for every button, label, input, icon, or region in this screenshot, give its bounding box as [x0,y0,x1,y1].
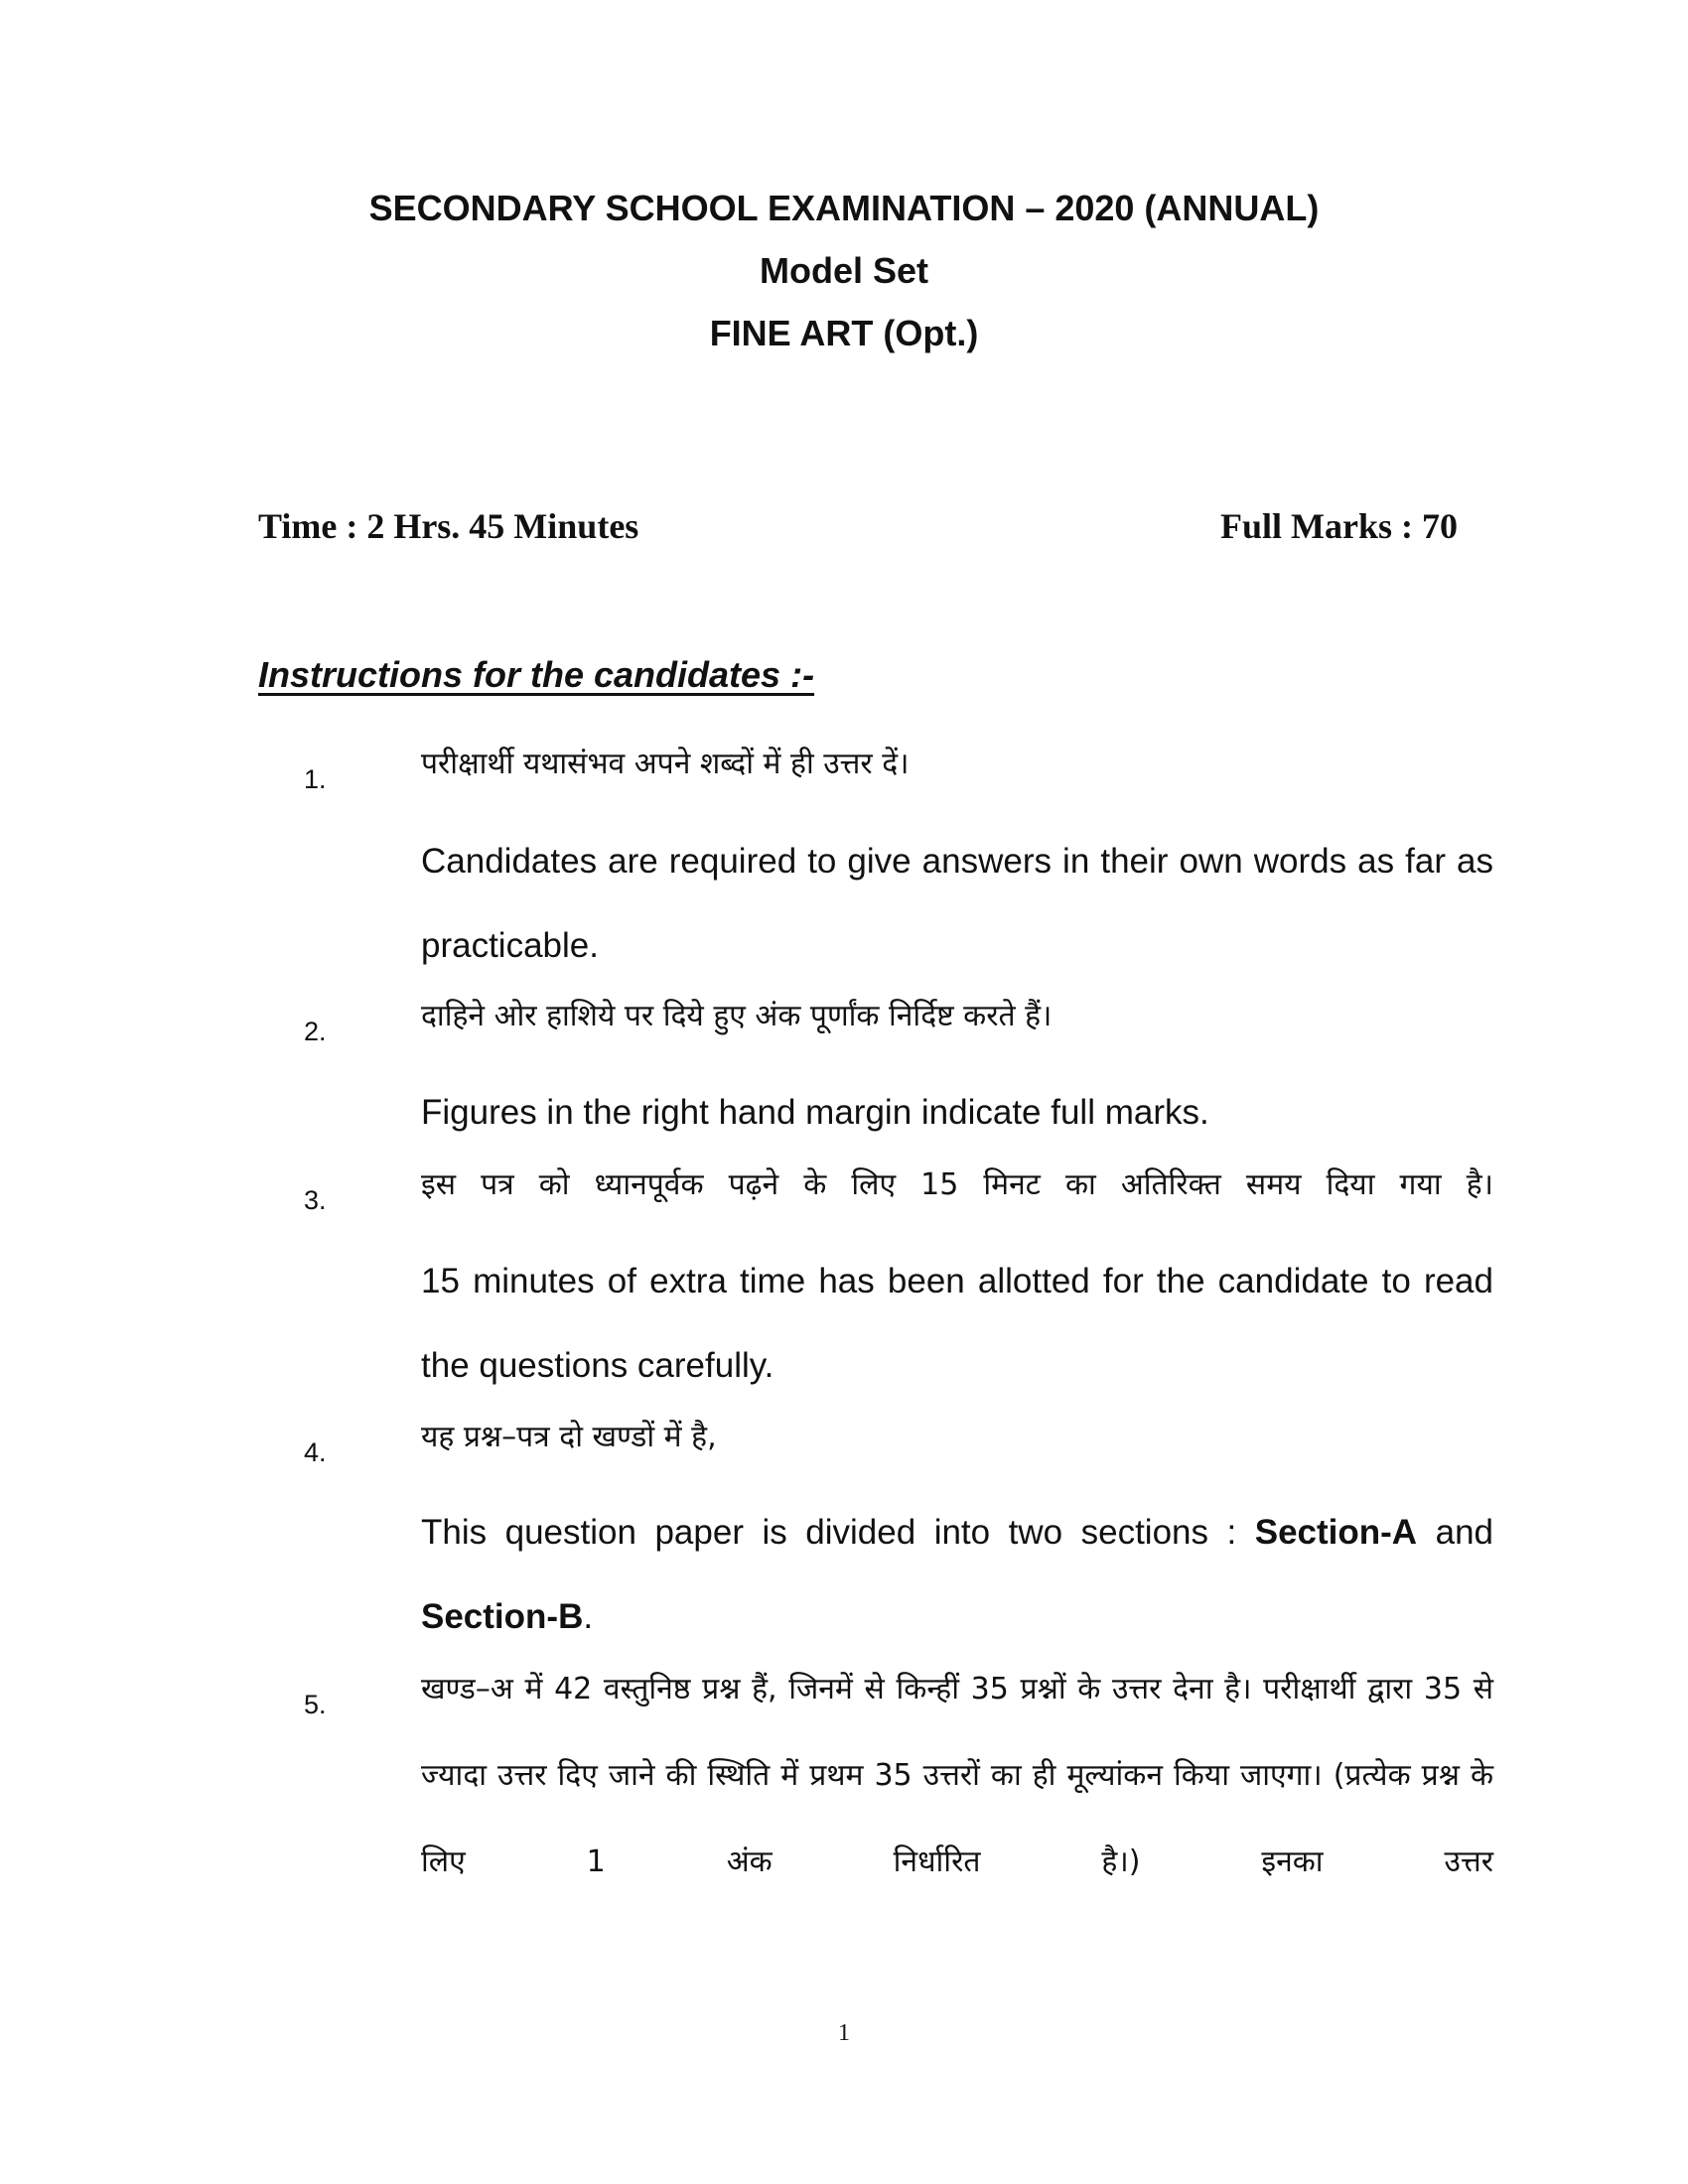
instruction-english-text: This question paper is divided into two sections : [421,1513,1255,1552]
section-b-label: Section-B [421,1597,584,1636]
instruction-number: 3. [304,1185,327,1215]
instruction-english: Figures in the right hand margin indicate full marks. [421,1093,1209,1132]
instruction-hindi: यह प्रश्न–पत्र दो खण्डों में है, [421,1420,717,1454]
instruction-english [421,1490,1493,1659]
instruction-english-text: and [1417,1513,1493,1552]
instruction-number: 1. [304,764,327,794]
instruction-number: 4. [304,1437,327,1467]
instruction-english-text: . [583,1597,594,1636]
instructions-heading: Instructions for the candidates :- [258,654,815,695]
instruction-hindi: इस पत्र को ध्यानपूर्वक पढ़ने के लिए 15 मिनट का अतिरिक्त समय दिया गया है। [421,1167,1493,1202]
exam-title: SECONDARY SCHOOL EXAMINATION – 2020 (ANNUAL) [368,188,1320,228]
exam-subject: FINE ART (Opt.) [709,313,979,353]
instruction-number: 2. [304,1017,327,1046]
exam-time: Time : 2 Hrs. 45 Minutes [258,506,639,546]
instruction-english: 15 minutes of extra time has been allotted for the candidate to read the questions carefully. [421,1262,1493,1385]
exam-full-marks: Full Marks : 70 [1220,506,1458,546]
instruction-english: Candidates are required to give answers in their own words as far as practicable. [421,842,1493,965]
instruction-hindi: परीक्षार्थी यथासंभव अपने शब्दों में ही उत्तर दें। [421,747,910,781]
instruction-hindi: दाहिने ओर हाशिये पर दिये हुए अंक पूर्णांक निर्दिष्ट करते हैं। [421,999,1053,1033]
exam-set: Model Set [759,250,928,291]
instruction-number: 5. [304,1690,327,1719]
instruction-hindi: खण्ड–अ में 42 वस्तुनिष्ठ प्रश्न हैं, जिनमें से किन्हीं 35 प्रश्नों के उत्तर देना है। परीक्षार्थी द्वारा 35 से ज्यादा उत्तर दिए जाने की स्थिति में प्रथम 35 उत्तरों का ही मूल्यांकन किया जाएगा। (प्रत्येक प्रश्न के लिए 1 अंक निर्धारित है।) इनका उत्तर [421,1672,1493,1879]
page-number: 1 [838,2020,850,2046]
section-a-label: Section-A [1254,1513,1418,1552]
